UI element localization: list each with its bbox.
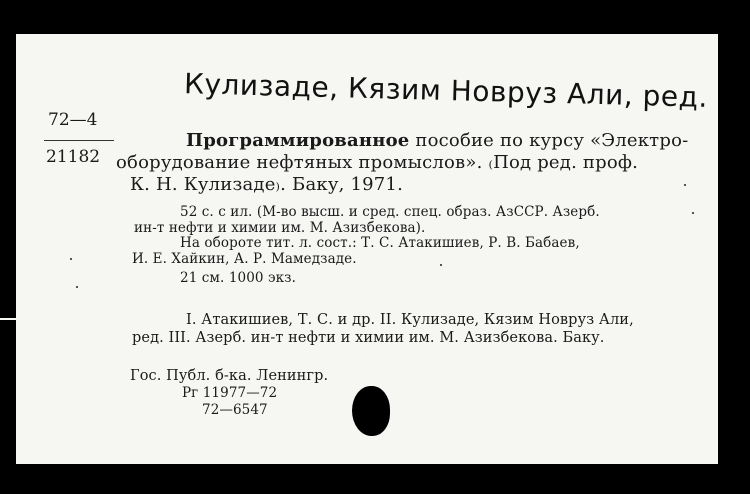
speck <box>692 212 694 214</box>
details-line-5: 21 см. 1000 экз. <box>180 270 297 286</box>
details-line-1: 52 с. с ил. (М-во высш. и сред. спец. образ. АзССР. Азерб. <box>180 204 600 220</box>
call-number-upper: 72—4 <box>48 110 98 130</box>
title-rest: пособие по курсу «Электро- <box>409 130 689 151</box>
tracings-line-1: I. Атакишиев, Т. С. и др. II. Кулизаде, Кязим Новруз Али, <box>186 312 634 328</box>
catalog-card <box>16 34 718 464</box>
edge-mark <box>0 318 16 320</box>
title-line-3: К. Н. Кулизаде₎. Баку, 1971. <box>130 174 403 195</box>
library-line-1: Гос. Публ. б-ка. Ленингр. <box>130 368 329 384</box>
speck <box>70 258 72 260</box>
speck <box>684 184 686 186</box>
title-bold: Программированное <box>186 130 410 151</box>
call-number <box>46 110 114 167</box>
details-line-4: И. Е. Хайкин, А. Р. Мамедзаде. <box>132 251 357 267</box>
call-number-lower: 21182 <box>46 147 101 167</box>
speck <box>76 286 78 288</box>
handwritten-annotation: Кулизаде, Кязим Новруз Али, ред. <box>183 67 709 114</box>
title-line-2: оборудование нефтяных промыслов». ₍Под ред. проф. <box>116 152 639 173</box>
details-line-2: ин-т нефти и химии им. М. Азизбекова). <box>134 220 426 236</box>
details-line-3: На обороте тит. л. сост.: Т. С. Атакишиев, Р. В. Бабаев, <box>180 235 580 251</box>
call-number-divider <box>44 140 114 141</box>
speck <box>440 264 442 266</box>
title-line-1 <box>186 130 688 151</box>
ink-stain <box>352 386 390 436</box>
library-line-3: 72—6547 <box>202 402 268 418</box>
library-line-2: Рг 11977—72 <box>182 385 278 401</box>
tracings-line-2: ред. III. Азерб. ин-т нефти и химии им. М. Азизбекова. Баку. <box>132 330 605 346</box>
